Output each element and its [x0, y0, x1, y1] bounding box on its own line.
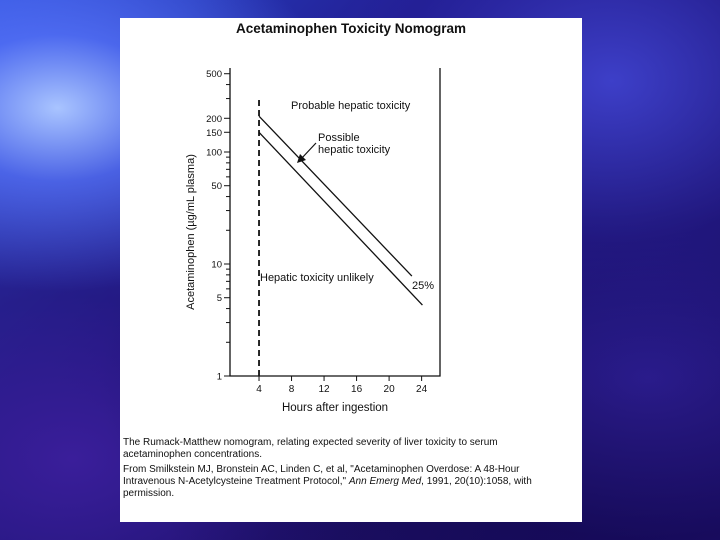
caption-line-1: The Rumack-Matthew nomogram, relating expected severity of liver toxicity to serum	[123, 437, 498, 448]
y-tick-label: 500	[206, 69, 222, 81]
source-text: Intravenous N-Acetylcysteine Treatment Protocol,"	[123, 476, 349, 487]
annotation-unlikely: Hepatic toxicity unlikely	[260, 272, 374, 284]
source-citation	[123, 464, 573, 500]
source-details: , 1991, 20(10):1058, with	[421, 476, 532, 487]
plot-frame	[230, 68, 440, 376]
x-tick-label: 12	[318, 384, 330, 395]
y-tick-label: 5	[216, 293, 222, 305]
annotation-possible: Possible hepatic toxicity	[318, 132, 391, 156]
annotation-probable: Probable hepatic toxicity	[291, 100, 411, 112]
source-line-2	[123, 476, 573, 488]
chart-title: Acetaminophen Toxicity Nomogram	[235, 21, 467, 36]
caption-line-2: acetaminophen concentrations.	[123, 449, 262, 460]
annotation-25pct: 25%	[412, 280, 435, 292]
source-line-3: permission.	[123, 488, 175, 499]
caption	[123, 437, 573, 461]
y-tick-label: 1	[216, 371, 222, 383]
source-line-1: From Smilkstein MJ, Bronstein AC, Linden C, et al, "Acetaminophen Overdose: A 48-Hour	[123, 464, 520, 475]
annotation-arrow	[301, 143, 316, 159]
journal-name: Ann Emerg Med	[348, 476, 422, 487]
y-axis-label: Acetaminophen (µg/mL plasma)	[185, 154, 197, 310]
nomogram-chart	[120, 18, 582, 428]
x-axis-label: Hours after ingestion	[281, 402, 389, 414]
x-tick-label: 8	[288, 384, 295, 395]
y-tick-label: 150	[206, 127, 222, 139]
y-tick-label: 100	[206, 147, 222, 159]
x-tick-label: 20	[383, 384, 395, 395]
slide-panel	[120, 18, 582, 522]
x-tick-label: 16	[351, 384, 363, 395]
x-tick-label: 24	[416, 384, 428, 395]
y-tick-label: 50	[211, 181, 222, 193]
y-tick-label: 200	[206, 113, 222, 125]
x-tick-label: 4	[256, 384, 262, 395]
y-tick-label: 10	[211, 259, 222, 271]
